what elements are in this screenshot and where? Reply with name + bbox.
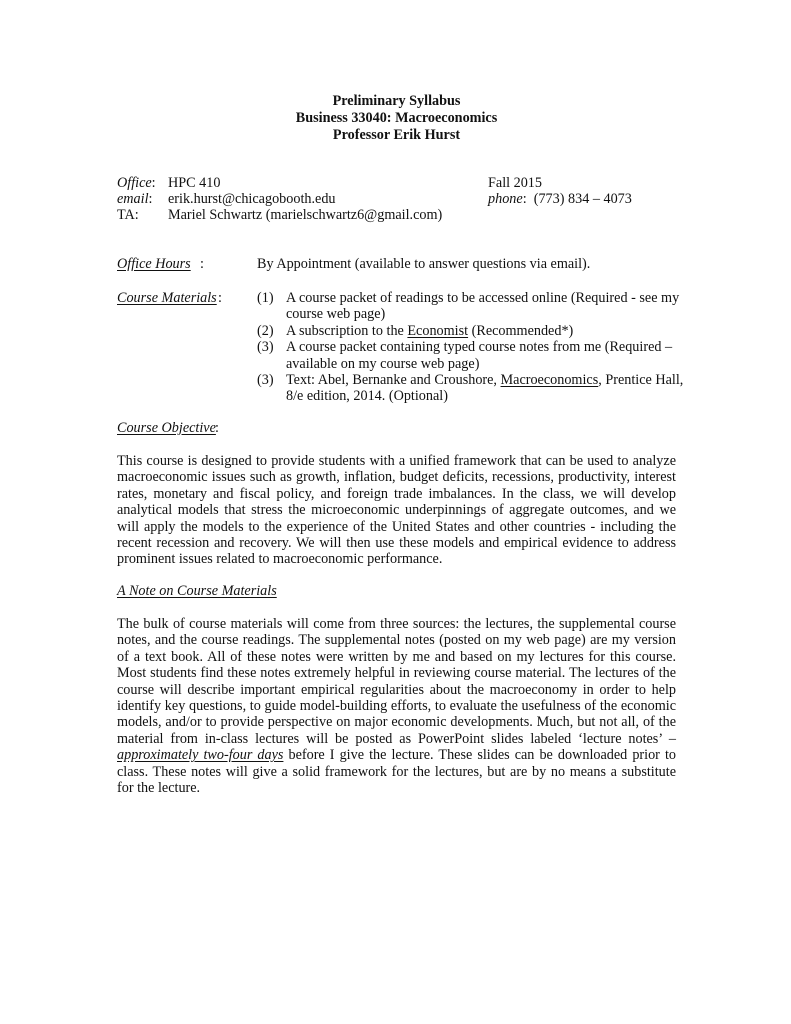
materials-item-2: (2) A subscription to the Economist (Recommended*) <box>257 322 574 339</box>
course-materials-list <box>257 290 687 405</box>
office-hours-label: Office Hours <box>117 256 191 272</box>
note-emphasis: approximately two-four days <box>117 747 284 764</box>
document-title <box>117 93 676 143</box>
title-line-2: Business 33040: Macroeconomics <box>295 109 498 126</box>
email-value[interactable]: erik.hurst@chicagobooth.edu <box>168 191 336 207</box>
materials-item-4: (3) Text: Abel, Bernanke and Croushore, Macroeconomics, Prentice Hall, 8/e edition, 2014. (Optional) <box>257 372 684 405</box>
economist-link: Economist <box>407 322 469 339</box>
phone-value: (773) 834 – 4073 <box>533 191 632 207</box>
course-objective-label: Course Objective <box>117 420 216 436</box>
materials-item-3: (3) A course packet containing typed course notes from me (Required – available on my course web page) <box>257 339 673 372</box>
office-row: Office: HPC 410 <box>117 175 221 191</box>
ta-row <box>117 207 442 223</box>
email-label: email <box>117 191 149 207</box>
phone-row: phone: (773) 834 – 4073 <box>488 191 632 207</box>
office-hours-value: By Appointment (available to answer questions via email). <box>257 256 591 272</box>
email-row: email: erik.hurst@chicagobooth.edu <box>117 191 336 207</box>
title-line-1: Preliminary Syllabus <box>332 93 461 109</box>
note-heading: A Note on Course Materials <box>117 583 277 599</box>
textbook-title: Macroeconomics <box>500 372 599 389</box>
phone-label: phone <box>488 191 523 207</box>
course-objective-text: This course is designed to provide students with a unified framework that can be used to analyze macroeconomic issues such as growth, inflation, budget deficits, recessions, productivity, interest rates, monetary and fiscal policy, and foreign trade imbalances. In the class, we will develop analytical models that stress the microeconomic underpinnings of aggregate outcomes, and we will apply the models to the experience of the United States and other countries - including the recent recession and recovery. We will then use these models and empirical evidence to address prominent issues related to macroeconomic performance. <box>117 453 676 568</box>
office-label: Office <box>117 175 152 191</box>
office-value: HPC 410 <box>168 175 221 191</box>
note-text: The bulk of course materials will come from three sources: the lectures, the supplemental course notes, and the course readings. The supplemental notes (posted on my web page) are my version of a text book. All of these notes were written by me and based on my lectures for this course. Most students find these notes extremely helpful in reviewing course material. The lectures of the course will describe important empirical regularities about the macroeconomy in order to help identify key questions, to guide model-building efforts, to evaluate the usefulness of the economic models, and/or to provide perspective on major economic developments. Much, but not all, of the material from in-class lectures will be posted as PowerPoint slides labeled ‘lecture notes’ – approximately two-four days before I give the lecture. These slides can be downloaded prior to class. These notes will give a solid framework for the lectures, but are by no means a substitute for the lecture. <box>117 616 677 797</box>
term: Fall 2015 <box>488 175 542 191</box>
title-line-3: Professor Erik Hurst <box>332 126 461 143</box>
ta-label: TA: <box>117 207 139 223</box>
course-materials-label: Course Materials <box>117 290 217 306</box>
ta-value: Mariel Schwartz (marielschwartz6@gmail.com) <box>168 207 443 223</box>
materials-item-1: (1) A course packet of readings to be accessed online (Required - see my course web page) <box>257 290 680 323</box>
